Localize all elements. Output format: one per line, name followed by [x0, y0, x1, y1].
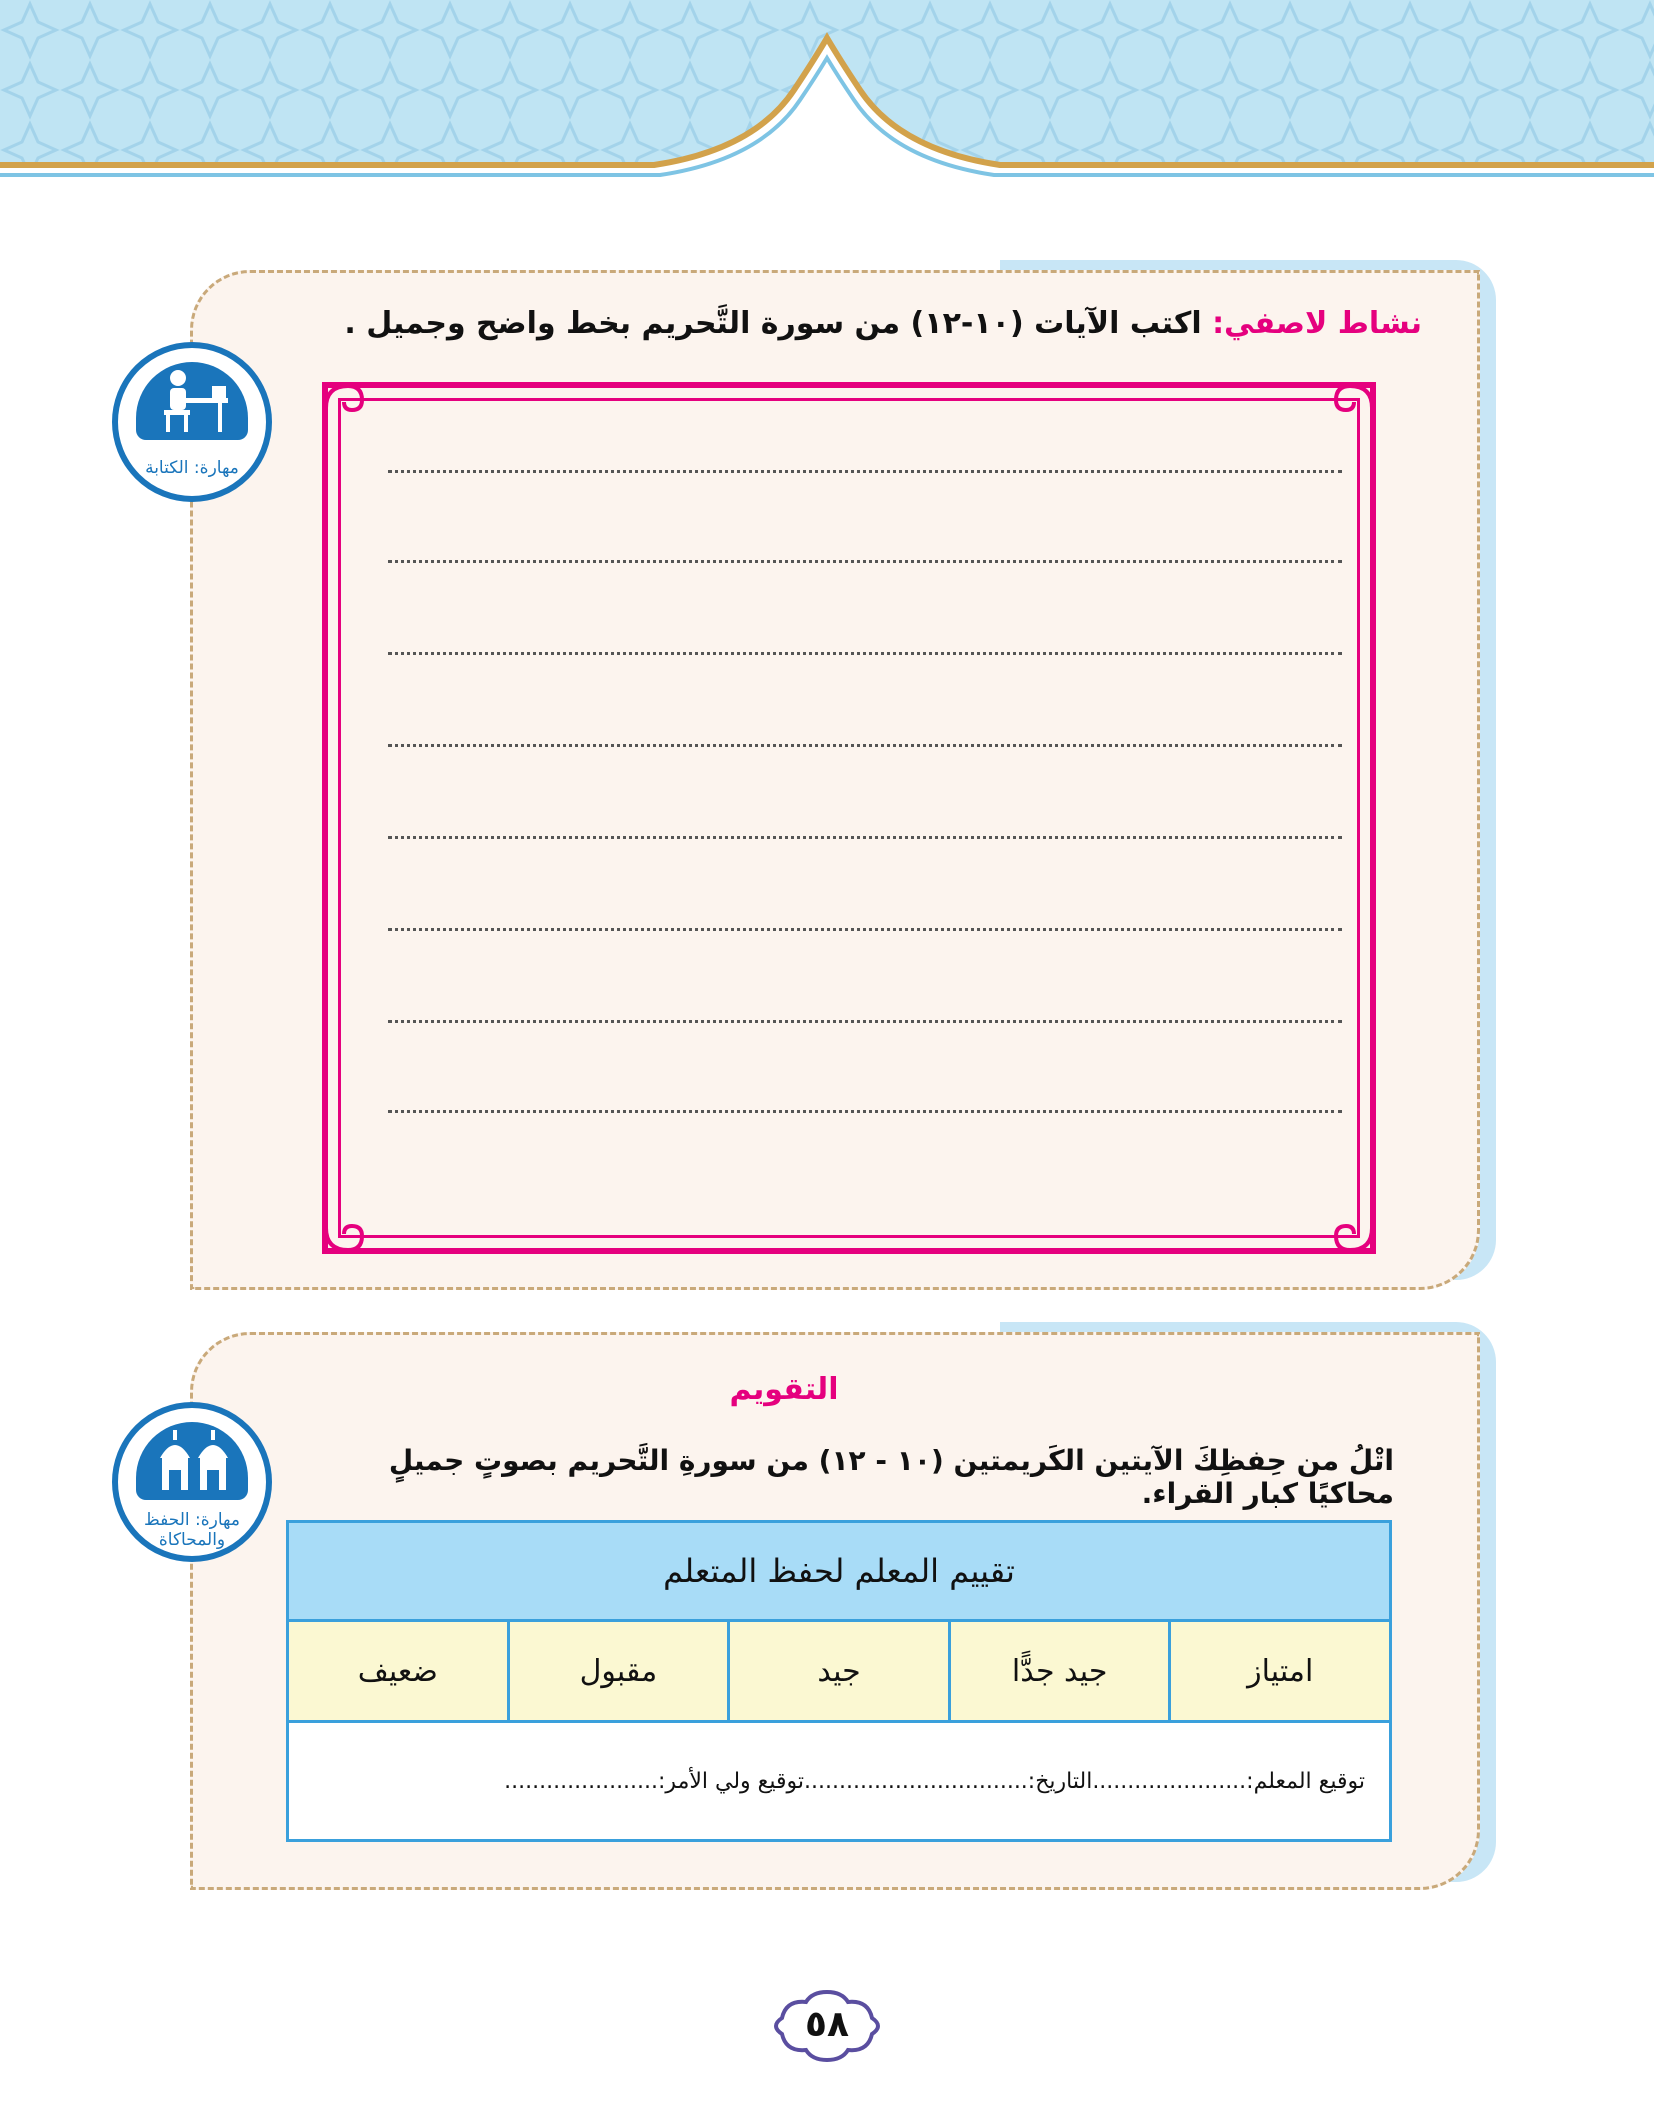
- activity-title: [322, 306, 1422, 341]
- writer-at-desk-icon: [156, 368, 232, 434]
- grade-very-good[interactable]: جيد جدًّا: [948, 1622, 1169, 1720]
- activity-instruction: اكتب الآيات (١٠-١٢) من سورة التَّحريم بخط واضح وجميل .: [344, 306, 1202, 341]
- frame-corner-ornament-tr: [1320, 378, 1380, 438]
- memorization-skill-badge: [112, 1402, 272, 1562]
- grade-acceptable[interactable]: مقبول: [507, 1622, 728, 1720]
- evaluation-table-title: تقييم المعلم لحفظ المتعلم: [289, 1523, 1389, 1622]
- frame-corner-ornament-br: [1320, 1198, 1380, 1258]
- writing-line[interactable]: [388, 744, 1342, 747]
- memorization-skill-line1: مهارة: الحفظ: [144, 1510, 240, 1530]
- writing-line[interactable]: [388, 560, 1342, 563]
- teacher-evaluation-table: [286, 1520, 1392, 1842]
- writing-line[interactable]: [388, 836, 1342, 839]
- memorization-skill-label: [118, 1510, 266, 1550]
- mosque-icon: [152, 1426, 236, 1494]
- grade-excellent[interactable]: امتياز: [1168, 1622, 1389, 1720]
- signature-row[interactable]: [289, 1723, 1389, 1839]
- grade-good[interactable]: جيد: [727, 1622, 948, 1720]
- frame-corner-ornament-tl: [318, 378, 378, 438]
- writing-skill-badge: [112, 342, 272, 502]
- writing-skill-label: مهارة: الكتابة: [145, 458, 239, 478]
- writing-line[interactable]: [388, 1110, 1342, 1113]
- writing-line[interactable]: [388, 928, 1342, 931]
- evaluation-instruction: اتْلُ من حِفظِكَ الآيتين الكَريمتين (١٠ - ١٢) من سورةِ التَّحريم بصوتٍ جميلٍ محاكيًا كبار القراء.: [388, 1444, 1394, 1510]
- signature-line: توقيع المعلم:......................التاريخ:................................توقيع ولي الأمر:......................: [504, 1768, 1365, 1794]
- header-banner: [0, 0, 1654, 200]
- writing-line[interactable]: [388, 652, 1342, 655]
- grades-row: [289, 1622, 1389, 1723]
- grade-weak[interactable]: ضعيف: [357, 1653, 438, 1689]
- frame-corner-ornament-bl: [318, 1198, 378, 1258]
- writing-line[interactable]: [388, 470, 1342, 473]
- memorization-skill-line2: والمحاكاة: [158, 1530, 226, 1550]
- page-number-badge: [768, 1988, 886, 2064]
- evaluation-title: التقويم: [729, 1372, 839, 1407]
- activity-label: نشاط لاصفي:: [1212, 306, 1422, 341]
- page-number: ٥٨: [805, 2004, 849, 2045]
- writing-line[interactable]: [388, 1020, 1342, 1023]
